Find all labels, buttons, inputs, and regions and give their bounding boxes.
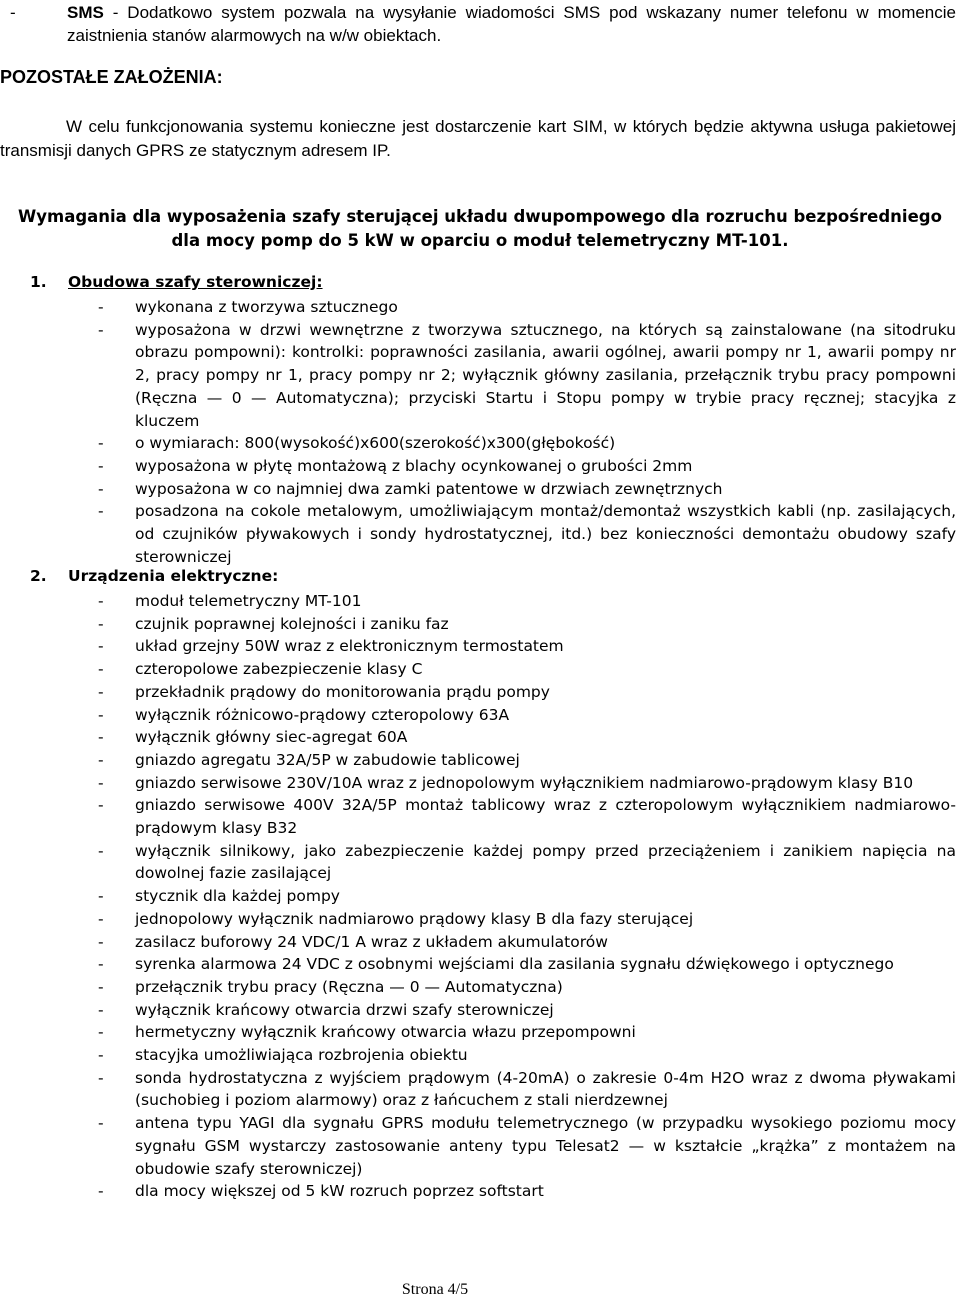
- list-dash: -: [98, 728, 104, 747]
- list-item: [98, 953, 956, 976]
- list-dash: -: [98, 456, 104, 475]
- list-dash: -: [98, 955, 104, 974]
- list-item: [98, 840, 956, 885]
- list-item: [98, 885, 956, 908]
- list-item-text: syrenka alarmowa 24 VDC z osobnymi wejściami dla zasilania sygnału dźwiękowego i optycznego: [135, 955, 894, 974]
- list-item-text: wyłącznik silnikowy, jako zabezpieczenie każdej pompy przed przeciążeniem i zanikiem napięcia na dowolnej fazie zasilającej: [135, 841, 956, 883]
- list-dash: -: [98, 887, 104, 906]
- list-dash: -: [98, 434, 104, 453]
- list-dash: -: [98, 1023, 104, 1042]
- list-dash: -: [98, 592, 104, 610]
- list-item-text: stacyjka umożliwiająca rozbrojenia obiektu: [135, 1046, 468, 1065]
- list-item: [98, 478, 956, 501]
- list-dash: -: [98, 932, 104, 951]
- list-item-text: sonda hydrostatyczna z wyjściem prądowym (4-20mA) o zakresie 0-4m H2O wraz z dwoma pływakami (suchobieg i poziom alarmowy) oraz z łańcuchem z stali nierdzewnej: [135, 1068, 956, 1110]
- list-item: [98, 931, 956, 954]
- pozostale-heading: POZOSTAŁE ZAŁOŻENIA:: [0, 67, 223, 87]
- list-item: [98, 319, 956, 433]
- list-item: [98, 726, 956, 749]
- list-dash: -: [98, 1068, 104, 1087]
- list-item-text: stycznik dla każdej pompy: [135, 887, 340, 906]
- list-dash: -: [98, 660, 104, 679]
- list-item-text: gniazdo agregatu 32A/5P w zabudowie tablicowej: [135, 750, 520, 769]
- sms-text: - Dodatkowo system pozwala na wysyłanie wiadomości SMS pod wskazany numer telefonu w momencie zaistnienia stanów alarmowych na w/w obiektach.: [67, 3, 956, 45]
- list-item-text: gniazdo serwisowe 400V 32A/5P montaż tablicowy wraz z czteropolowym wyłącznikiem nadmiarowo-prądowym klasy B32: [135, 796, 956, 838]
- list-dash: -: [98, 909, 104, 928]
- list-item-text: wyłącznik różnicowo-prądowy czteropolowy 63A: [135, 705, 510, 724]
- list-item: [98, 794, 956, 839]
- list-dash: -: [98, 977, 104, 996]
- sms-label: SMS: [67, 3, 104, 22]
- pozostale-paragraph: W celu funkcjonowania systemu konieczne jest dostarczenie kart SIM, w których będzie aktywna usługa pakietowej transmisji danych GPRS ze statycznym adresem IP.: [0, 117, 956, 160]
- list-item-text: o wymiarach: 800(wysokość)x600(szerokość)x300(głębokość): [135, 434, 616, 453]
- list-item: [98, 908, 956, 931]
- list-dash: -: [98, 479, 104, 498]
- list-item-text: układ grzejny 50W wraz z elektronicznym termostatem: [135, 637, 564, 656]
- list-item: [98, 976, 956, 999]
- section-1-number: 1.: [30, 273, 47, 291]
- list-item: [98, 296, 956, 319]
- list-dash: -: [98, 750, 104, 769]
- list-dash: -: [98, 637, 104, 656]
- list-item-text: wyposażona w drzwi wewnętrzne z tworzywa sztucznego, na których są zainstalowane (na sitodruku obrazu pompowni): kontrolki: poprawności zasilania, awarii ogólnej, awarii pompy nr 1, awarii pompy nr 2, pracy pompy nr 1, pracy pompy nr 2; wyłącznik główny zasilania, przełącznik trybu pracy pompowni (Ręczna — 0 — Automatyczna); przyciski Startu i Stopu pompy w trybie pracy ręcznej; stacyjka z kluczem: [135, 320, 956, 430]
- list-dash: -: [98, 298, 104, 316]
- list-item: [98, 432, 956, 455]
- section-1-title: Obudowa szafy sterowniczej:: [68, 273, 323, 291]
- list-item-text: jednopolowy wyłącznik nadmiarowo prądowy klasy B dla fazy sterującej: [135, 909, 694, 928]
- list-dash: -: [98, 841, 104, 860]
- list-item-text: wyposażona w co najmniej dwa zamki patentowe w drzwiach zewnętrznych: [135, 479, 723, 498]
- list-dash: -: [98, 773, 104, 792]
- list-item-text: antena typu YAGI dla sygnału GPRS modułu telemetrycznego (w przypadku wysokiego poziomu mocy sygnału GSM wystarczy zastosowanie anteny typu Telesat2 — w kształcie „krążka” z montażem na obudowie szafy sterowniczej): [135, 1114, 956, 1178]
- list-item-text: moduł telemetryczny MT-101: [135, 592, 362, 610]
- list-dash: -: [98, 502, 104, 521]
- list-item: [98, 613, 956, 636]
- list-item: [98, 590, 956, 613]
- section-1-list: [98, 296, 956, 568]
- list-item: [98, 635, 956, 658]
- list-dash: -: [10, 3, 16, 22]
- requirements-title: [0, 205, 960, 253]
- list-dash: -: [98, 705, 104, 724]
- list-item: [98, 704, 956, 727]
- section-1-heading: [30, 273, 323, 291]
- list-item-text: wyłącznik główny siec-agregat 60A: [135, 728, 408, 747]
- list-dash: -: [98, 1046, 104, 1065]
- list-item: [98, 500, 956, 568]
- list-dash: -: [98, 1000, 104, 1019]
- section-2-number: 2.: [30, 567, 47, 585]
- list-dash: -: [98, 614, 104, 633]
- list-dash: -: [98, 682, 104, 701]
- list-item-text: gniazdo serwisowe 230V/10A wraz z jednopolowym wyłącznikiem nadmiarowo-prądowym klasy B10: [135, 773, 914, 792]
- section-2-list: [98, 590, 956, 1203]
- list-item-text: posadzona na cokole metalowym, umożliwiającym montaż/demontaż wszystkich kabli (np. zasilających, od czujników pływakowych i sondy hydrostatycznej, itd.) bez konieczności demontażu obudowy szafy sterowniczej: [135, 502, 956, 566]
- requirements-title-line1: Wymagania dla wyposażenia szafy sterującej układu dwupompowego dla rozruchu bezpośredniego: [18, 207, 942, 226]
- list-item: [98, 1021, 956, 1044]
- list-item: [98, 1180, 956, 1203]
- list-item-text: wykonana z tworzywa sztucznego: [135, 298, 398, 316]
- list-dash: -: [98, 1182, 104, 1201]
- list-item: [98, 1044, 956, 1067]
- list-item: [98, 455, 956, 478]
- list-item-text: czteropolowe zabezpieczenie klasy C: [135, 660, 423, 679]
- list-dash: -: [98, 1114, 104, 1133]
- list-item: [98, 999, 956, 1022]
- list-item-text: wyposażona w płytę montażową z blachy ocynkowanej o grubości 2mm: [135, 456, 693, 475]
- page-footer: Strona 4/5: [401, 1281, 469, 1298]
- list-dash: -: [98, 320, 104, 339]
- list-item: [98, 681, 956, 704]
- list-item-text: przełącznik trybu pracy (Ręczna — 0 — Automatyczna): [135, 977, 563, 996]
- list-item: [98, 1067, 956, 1112]
- list-item-text: hermetyczny wyłącznik krańcowy otwarcia włazu przepompowni: [135, 1023, 636, 1042]
- list-item: [98, 749, 956, 772]
- list-dash: -: [98, 796, 104, 815]
- section-2-title: Urządzenia elektryczne:: [68, 567, 279, 585]
- list-item: [98, 1112, 956, 1180]
- list-item-text: czujnik poprawnej kolejności i zaniku faz: [135, 614, 449, 633]
- list-item-text: przekładnik prądowy do monitorowania prądu pompy: [135, 682, 550, 701]
- list-item-text: dla mocy większej od 5 kW rozruch poprzez softstart: [135, 1182, 544, 1201]
- list-item: [98, 772, 956, 795]
- sms-item: [10, 1, 956, 47]
- list-item-text: wyłącznik krańcowy otwarcia drzwi szafy sterowniczej: [135, 1000, 554, 1019]
- requirements-title-line2: dla mocy pomp do 5 kW w oparciu o moduł telemetryczny MT-101.: [171, 231, 789, 250]
- list-item-text: zasilacz buforowy 24 VDC/1 A wraz z układem akumulatorów: [135, 932, 608, 951]
- list-item: [98, 658, 956, 681]
- section-2-heading: [30, 567, 278, 585]
